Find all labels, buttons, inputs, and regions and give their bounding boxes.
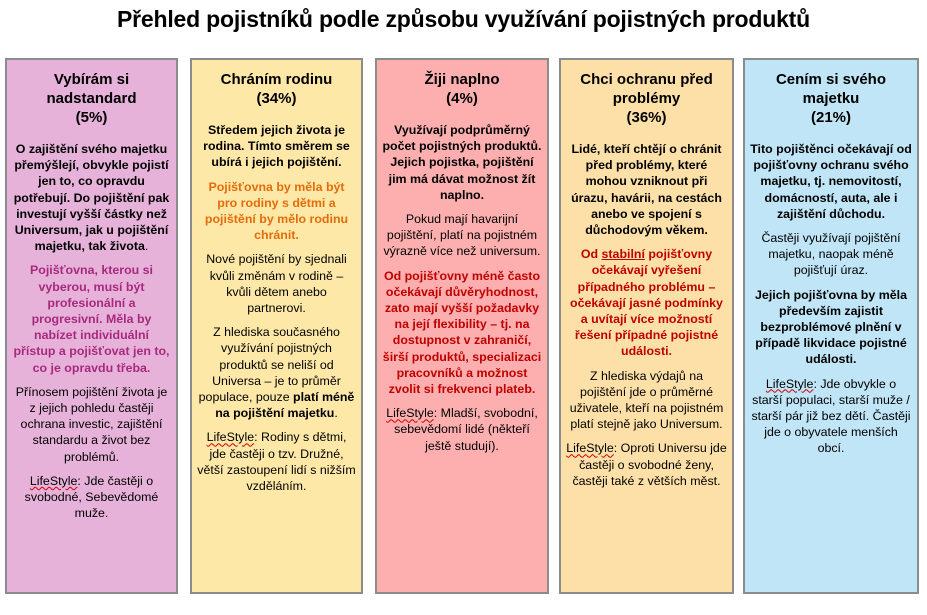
segment-name: Chci ochranu před problémy — [580, 71, 713, 107]
segment-name: Cením si svého majetku — [775, 71, 887, 107]
lifestyle-note — [566, 440, 727, 489]
segment-column-naplno — [375, 58, 549, 594]
lifestyle-label: LifeStyle — [765, 376, 814, 391]
lifestyle-note — [197, 429, 356, 494]
segment-description: Středem jejich života je rodina. Tímto směrem se ubírá i jejich pojištění. — [203, 123, 350, 170]
segment-description — [12, 141, 171, 254]
lifestyle-text: : Jde obvykle o starší populaci, starší muže / starší pár již bez dětí. Častěji jde o obyvatele menších obcí. — [751, 376, 911, 456]
page-title: Přehled pojistníků podle způsobu využívání pojistných produktů — [117, 6, 810, 32]
segment-percentage: (34%) — [256, 90, 297, 107]
segment-header — [566, 70, 727, 127]
segment-description: Lidé, kteří chtějí o chránit před problémy, které mohou vzniknout při úrazu, havárii, na cestách anebo ve spojení s důchodovým věkem. — [571, 142, 722, 238]
spending-end: . — [334, 406, 338, 421]
segment-note: Nové pojištění by sjednali kvůli změnám v rodině – kvůli dětem anebo partnerovi. — [206, 252, 347, 316]
lifestyle-text: : Rodiny s dětmi, jde častěji o tzv. Družné, větší zastoupení lidí s nižším vzděláním. — [197, 430, 356, 494]
segment-header — [382, 70, 542, 108]
insurer-expectation — [566, 246, 727, 359]
segment-note: Častěji využívají pojištění majetku, naopak méně pojišťují úraz. — [761, 231, 901, 278]
lifestyle-label: LifeStyle — [386, 406, 434, 421]
segment-description: Využívají podprůměrný počet pojistných produktů. Jejich pojistka, pojištění jim má dávat možnost žít naplno. — [382, 123, 542, 202]
insurer-expectation: Jejich pojišťovna by měla především zajistit bezproblémové plnění v případě likvidace pojistné události. — [755, 287, 907, 367]
segment-column-nadstandard — [5, 58, 178, 594]
lifestyle-text: : Oproti Universu jde častěji o svobodné ženy, častěji také z větších měst. — [572, 441, 727, 488]
segment-header — [12, 70, 171, 127]
description-text: O zajištění svého majetku přemýšlejí, obvykle pojistí jen to, co opravdu potřebují. Do pojištění pak investují vyšší částky než Universum, jak u pojištění majetku, tak života — [13, 142, 170, 254]
segment-column-ochrana — [559, 58, 734, 594]
segment-spending-note — [197, 324, 356, 421]
insurer-expectation: Pojišťovna by měla být pro rodiny s dětmi a pojištění by mělo rodinu chránit. — [204, 179, 349, 243]
insurer-expectation: Pojišťovna, kterou si vyberou, musí být profesionální a progresivní. Měla by nabízet individuální přístup a pojišťovat jen to, co je opravdu třeba. — [13, 263, 170, 375]
lifestyle-note — [12, 473, 171, 522]
segment-note: Pokud mají havarijní pojištění, platí na pojistném výrazně více než universum. — [383, 212, 541, 259]
segment-header — [750, 70, 912, 127]
spending-text: Z hlediska současného využívání pojistných produktů se neliší od Universa – je to průměr populace, pouze — [198, 325, 341, 405]
segment-name: Chráním rodinu — [220, 71, 333, 88]
expectation-pre: Od — [580, 247, 602, 262]
expectation-post: pojišťovny očekávají vyřešení případného problému – očekávají jasné podmínky a uvítají více možností řešení případné pojistné události. — [570, 247, 723, 359]
spending-bold: platí méně na pojištění majetku — [215, 390, 355, 421]
lifestyle-label: LifeStyle — [566, 441, 614, 456]
segment-note: Přínosem pojištění života je z jejich pohledu častěji ochrana investic, zajištění standardu a život bez problémů. — [15, 384, 168, 464]
segment-header — [197, 70, 356, 108]
segment-note: Z hlediska výdajů na pojištění jde o průměrné uživatele, kteří na pojistném platí stejně jako Universum. — [569, 368, 724, 432]
segment-column-majetek — [743, 58, 919, 594]
segment-description: Tito pojištěnci očekávají od pojišťovny ochranu svého majetku, tj. nemovitostí, domácností, auta, ale i zajištění důchodu. — [750, 142, 912, 221]
insurer-expectation: Od pojišťovny méně často očekávají důvěryhodnost, zato mají vyšší požadavky na její flexibility – tj. na dostupnost v zahraničí, širší produktů, specializaci pracovníků a možnost zvolit si frekvenci plateb. — [382, 268, 542, 397]
lifestyle-label: LifeStyle — [29, 473, 78, 488]
lifestyle-label: LifeStyle — [206, 430, 255, 445]
lifestyle-text: : Mladší, svobodní, sebevědomí lidé (někteří ještě studují). — [394, 406, 538, 453]
lifestyle-note — [382, 405, 542, 454]
segment-percentage: (4%) — [446, 90, 478, 107]
segment-percentage: (36%) — [626, 109, 667, 126]
lifestyle-text: : Jde častěji o svobodné, Sebevědomé muže. — [24, 473, 159, 521]
segment-name: Žiji naplno — [424, 71, 500, 88]
segment-percentage: (21%) — [810, 109, 851, 126]
description-end: . — [144, 239, 149, 254]
segment-percentage: (5%) — [75, 109, 108, 126]
segment-column-rodina — [190, 58, 363, 594]
segment-name: Vybírám si nadstandard — [46, 71, 137, 107]
lifestyle-note — [750, 376, 912, 457]
expectation-underlined: stabilní — [601, 247, 645, 262]
